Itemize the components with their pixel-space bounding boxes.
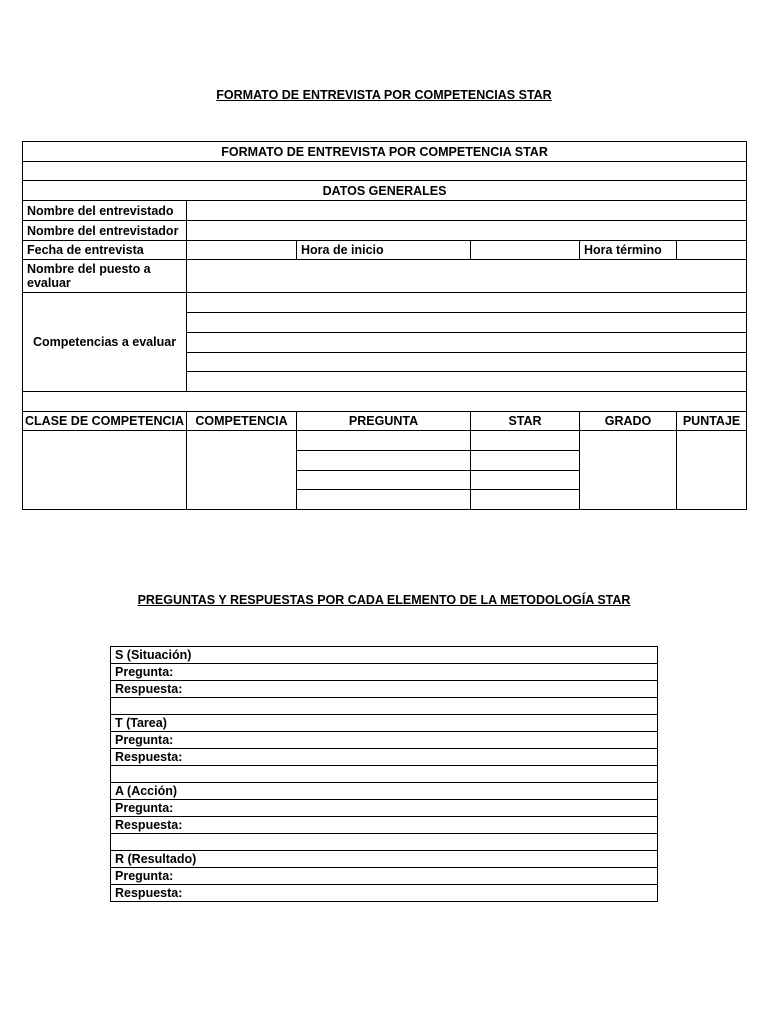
general-section-header: DATOS GENERALES — [23, 181, 747, 201]
end-time-label: Hora término — [580, 241, 677, 260]
question-label: Pregunta: — [111, 868, 658, 885]
star-method-table — [110, 646, 658, 902]
answer-label: Respuesta: — [111, 681, 658, 698]
interviewee-field[interactable] — [187, 201, 747, 221]
star-element-name: T (Tarea) — [111, 715, 658, 732]
interview-form-table — [22, 141, 747, 510]
competency-field[interactable] — [187, 293, 747, 313]
star-cell[interactable] — [471, 471, 580, 490]
competency-field[interactable] — [187, 353, 747, 372]
competency-cell[interactable] — [187, 431, 297, 510]
interviewer-label: Nombre del entrevistador — [23, 221, 187, 241]
answer-label: Respuesta: — [111, 749, 658, 766]
end-time-field[interactable] — [677, 241, 747, 260]
star-cell[interactable] — [471, 451, 580, 471]
question-cell[interactable] — [297, 451, 471, 471]
form-table-title: FORMATO DE ENTREVISTA POR COMPETENCIA STAR — [23, 142, 747, 162]
question-cell[interactable] — [297, 431, 471, 451]
blank-row — [111, 698, 658, 715]
star-element-name: S (Situación) — [111, 647, 658, 664]
interviewer-field[interactable] — [187, 221, 747, 241]
star-cell[interactable] — [471, 490, 580, 510]
competencies-label: Competencias a evaluar — [23, 293, 187, 392]
blank-row — [23, 392, 747, 412]
position-field[interactable] — [187, 260, 747, 293]
question-cell[interactable] — [297, 490, 471, 510]
answer-label: Respuesta: — [111, 885, 658, 902]
column-header-competency-class: CLASE DE COMPETENCIA — [23, 412, 187, 431]
competency-field[interactable] — [187, 372, 747, 392]
interview-date-field[interactable] — [187, 241, 297, 260]
score-cell[interactable] — [677, 431, 747, 510]
competency-field[interactable] — [187, 333, 747, 353]
column-header-question: PREGUNTA — [297, 412, 471, 431]
column-header-competency: COMPETENCIA — [187, 412, 297, 431]
question-label: Pregunta: — [111, 664, 658, 681]
star-element-name: R (Resultado) — [111, 851, 658, 868]
interviewee-label: Nombre del entrevistado — [23, 201, 187, 221]
position-label: Nombre del puesto a evaluar — [23, 260, 187, 293]
document-title: FORMATO DE ENTREVISTA POR COMPETENCIAS STAR — [216, 88, 552, 102]
question-label: Pregunta: — [111, 800, 658, 817]
blank-row — [111, 834, 658, 851]
competency-class-cell[interactable] — [23, 431, 187, 510]
star-section-title: PREGUNTAS Y RESPUESTAS POR CADA ELEMENTO DE LA METODOLOGÍA STAR — [137, 593, 631, 607]
column-header-grade: GRADO — [580, 412, 677, 431]
question-cell[interactable] — [297, 471, 471, 490]
column-header-score: PUNTAJE — [677, 412, 747, 431]
star-element-name: A (Acción) — [111, 783, 658, 800]
question-label: Pregunta: — [111, 732, 658, 749]
column-header-star: STAR — [471, 412, 580, 431]
blank-row — [111, 766, 658, 783]
competency-field[interactable] — [187, 313, 747, 333]
blank-row — [23, 162, 747, 181]
start-time-label: Hora de inicio — [297, 241, 471, 260]
answer-label: Respuesta: — [111, 817, 658, 834]
interview-date-label: Fecha de entrevista — [23, 241, 187, 260]
star-cell[interactable] — [471, 431, 580, 451]
start-time-field[interactable] — [471, 241, 580, 260]
grade-cell[interactable] — [580, 431, 677, 510]
